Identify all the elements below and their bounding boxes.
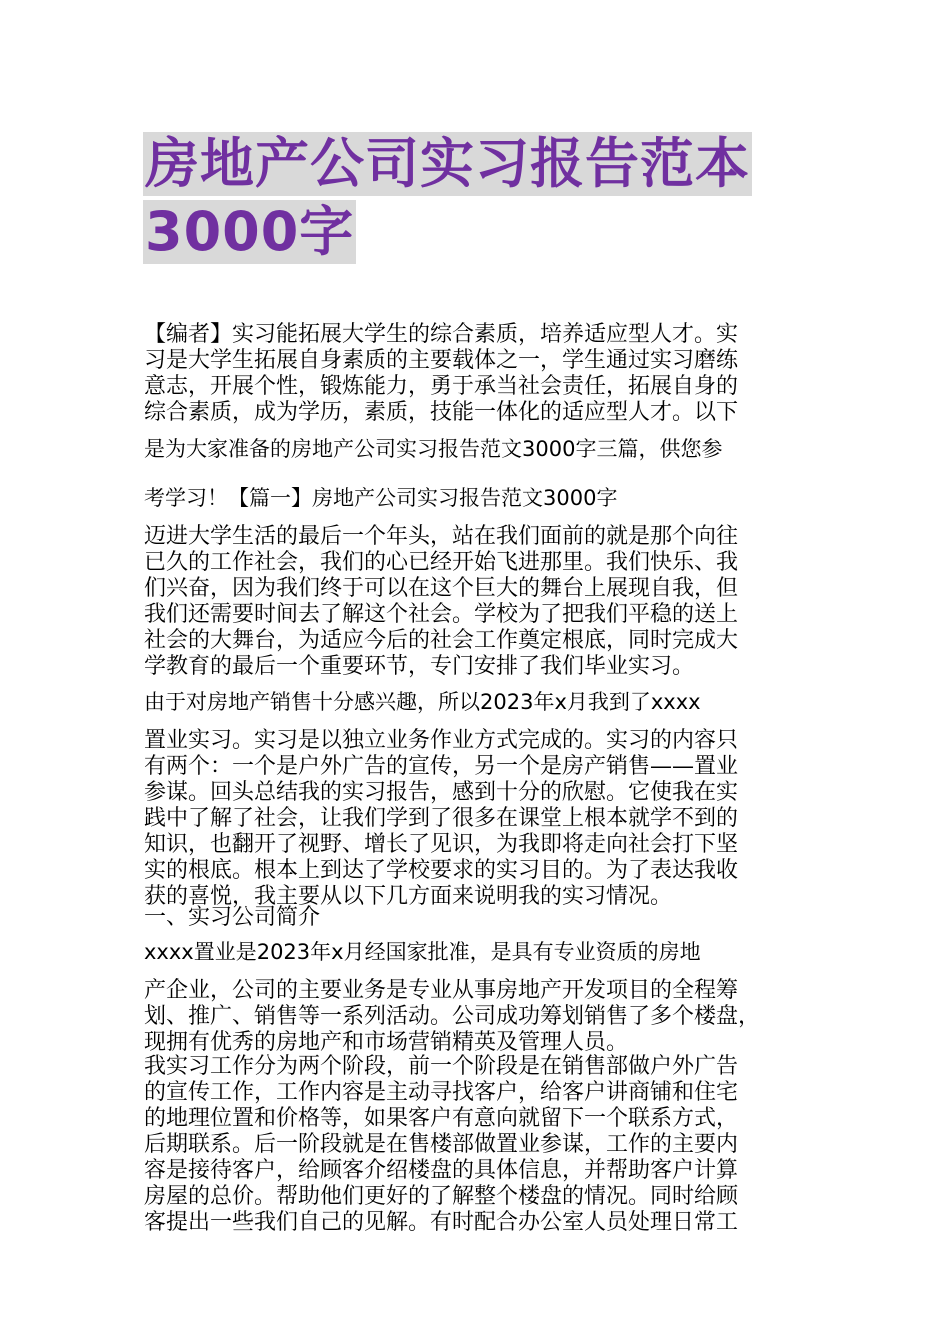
body-line: 【编者】实习能拓展大学生的综合素质，培养适应型人才。实: [144, 322, 739, 347]
body-line: 我们还需要时间去了解这个社会。学校为了把我们平稳的送上: [144, 602, 739, 627]
body-line: 有两个：一个是户外广告的宣传，另一个是房产销售——置业: [144, 754, 739, 779]
body-line: 房屋的总价。帮助他们更好的了解整个楼盘的情况。同时给顾: [144, 1184, 739, 1209]
document-title-line-1: 房地产公司实习报告范本: [145, 132, 750, 195]
body-line: 实的根底。根本上到达了学校要求的实习目的。为了表达我收: [144, 858, 739, 883]
body-line: 迈进大学生活的最后一个年头，站在我们面前的就是那个向往: [144, 524, 739, 549]
body-line: 置业实习。实习是以独立业务作业方式完成的。实习的内容只: [144, 728, 739, 753]
body-line: 划、推广、销售等一系列活动。公司成功筹划销售了多个楼盘，: [144, 1004, 761, 1029]
body-line: 后期联系。后一阶段就是在售楼部做置业参谋，工作的主要内: [144, 1132, 739, 1157]
body-line: 综合素质，成为学历，素质，技能一体化的适应型人才。以下: [144, 400, 739, 425]
body-line: 们兴奋，因为我们终于可以在这个巨大的舞台上展现自我，但: [144, 576, 739, 601]
body-line: 是为大家准备的房地产公司实习报告范文3000字三篇，供您参: [144, 437, 723, 461]
body-line: 参谋。回头总结我的实习报告，感到十分的欣慰。它使我在实: [144, 780, 739, 805]
body-line: 知识，也翻开了视野、增长了见识，为我即将走向社会打下坚: [144, 832, 739, 857]
body-line: 已久的工作社会，我们的心已经开始飞进那里。我们快乐、我: [144, 550, 739, 575]
body-line: 获的喜悦，我主要从以下几方面来说明我的实习情况。: [144, 884, 673, 909]
body-line: 的宣传工作，工作内容是主动寻找客户，给客户讲商铺和住宅: [144, 1080, 739, 1105]
body-line: 意志，开展个性，锻炼能力，勇于承当社会责任，拓展自身的: [144, 374, 739, 399]
body-line: xxxx置业是2023年x月经国家批准，是具有专业资质的房地: [144, 940, 701, 964]
body-line: 容是接待客户，给顾客介绍楼盘的具体信息，并帮助客户计算: [144, 1158, 739, 1183]
body-line: 习是大学生拓展自身素质的主要载体之一，学生通过实习磨练: [144, 348, 739, 373]
section-heading: 一、实习公司简介: [144, 905, 321, 930]
body-line: 由于对房地产销售十分感兴趣，所以2023年x月我到了xxxx: [144, 690, 701, 714]
body-line: 社会的大舞台，为适应今后的社会工作奠定根底，同时完成大: [144, 628, 739, 653]
body-line: 学教育的最后一个重要环节，专门安排了我们毕业实习。: [144, 654, 695, 679]
body-line: 客提出一些我们自己的见解。有时配合办公室人员处理日常工: [144, 1210, 739, 1235]
body-line: 的地理位置和价格等，如果客户有意向就留下一个联系方式，: [144, 1106, 739, 1131]
body-line: 考学习！【篇一】房地产公司实习报告范文3000字: [144, 486, 618, 510]
document-title-line-2: 3000字: [145, 200, 355, 263]
body-line: 践中了解了社会，让我们学到了很多在课堂上根本就学不到的: [144, 806, 739, 831]
body-line: 现拥有优秀的房地产和市场营销精英及管理人员。: [144, 1030, 629, 1055]
body-line: 产企业，公司的主要业务是专业从事房地产开发项目的全程筹: [144, 978, 739, 1003]
body-line: 我实习工作分为两个阶段，前一个阶段是在销售部做户外广告: [144, 1054, 739, 1079]
